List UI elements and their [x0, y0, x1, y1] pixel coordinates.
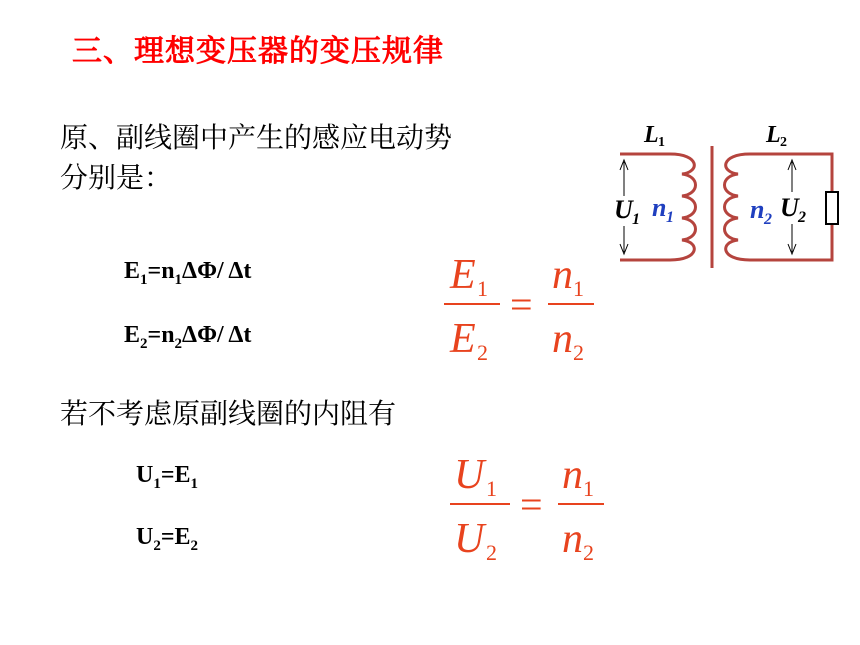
label-l2-sub: 2 — [780, 135, 787, 150]
fraction1-rhs-den: n — [552, 316, 573, 362]
label-l1-sub: 1 — [658, 135, 665, 150]
emf-equation-1: $E_1=n_1\Delta\Phi/$ Δt — [124, 258, 252, 288]
intro-line-2: 分别是： — [60, 161, 173, 194]
fraction1-num: E — [450, 252, 476, 298]
intro-line-1: 原、副线圈中产生的感应电动势 — [60, 121, 453, 154]
label-n1: n — [652, 193, 667, 222]
condition-text: 若不考虑原副线圈的内阻有 — [60, 397, 397, 430]
label-l2: L — [766, 122, 781, 148]
fraction1-num-sub: 1 — [477, 276, 488, 301]
slide-title: 三、理想变压器的变压规律 — [72, 34, 444, 69]
transformer-diagram — [600, 112, 850, 277]
label-n2-sub: 2 — [764, 211, 772, 228]
load-resistor — [826, 192, 838, 224]
fraction1-den: E — [450, 316, 476, 362]
primary-coil — [670, 154, 696, 260]
label-l1: L — [644, 122, 659, 148]
label-u2-sub: 2 — [798, 209, 806, 226]
fraction2-num-sub: 1 — [486, 476, 497, 501]
fraction2-rhs-num: n — [562, 452, 583, 498]
fraction2-rhs-num-sub: 1 — [583, 476, 594, 501]
label-n1-sub: 1 — [666, 209, 674, 226]
secondary-bottom-wire — [750, 224, 832, 260]
fraction1-rhs-num-sub: 1 — [573, 276, 584, 301]
voltage-equation-2: $U_2=E_2$ — [136, 524, 199, 554]
fraction2-rhs-den: n — [562, 516, 583, 562]
label-u1-sub: 1 — [632, 211, 640, 228]
fraction2-num: U — [454, 452, 485, 498]
secondary-top-wire — [750, 154, 832, 192]
label-n2: n — [750, 195, 765, 224]
fraction1-den-sub: 2 — [477, 340, 488, 365]
fraction2-rhs-den-sub: 2 — [583, 540, 594, 565]
fraction1-equals: = — [510, 282, 533, 327]
fraction2-den-sub: 2 — [486, 540, 497, 565]
voltage-equation-1: $U_1=E_1$ — [136, 462, 199, 492]
fraction2-den: U — [454, 516, 485, 562]
emf-equation-2: $E_2=n_2\Delta\Phi/$ Δt — [124, 322, 252, 352]
voltage-ratio-formula — [440, 440, 630, 570]
label-u2: U — [780, 193, 799, 222]
secondary-coil — [725, 154, 751, 260]
emf-ratio-formula — [430, 240, 620, 370]
fraction1-rhs-num: n — [552, 252, 573, 298]
label-u1: U — [614, 195, 633, 224]
fraction2-equals: = — [520, 482, 543, 527]
fraction1-rhs-den-sub: 2 — [573, 340, 584, 365]
